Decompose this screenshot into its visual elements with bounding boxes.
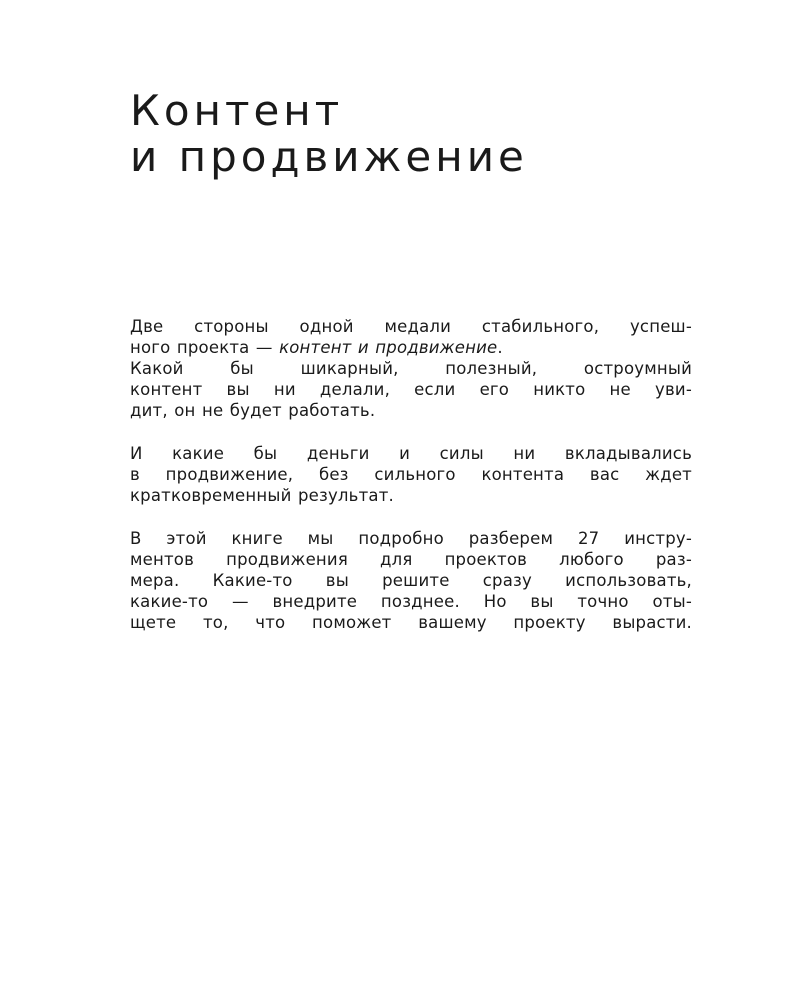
text-line: Какой бы шикарный, полезный, остроумный xyxy=(130,359,692,378)
text-line: дит, он не будет работать. xyxy=(130,401,376,420)
text-fragment: ного проекта — xyxy=(130,338,280,357)
text-line: ментов продвижения для проектов любого раз- xyxy=(130,550,692,569)
text-line xyxy=(130,337,692,358)
paragraph-1 xyxy=(130,316,692,421)
paragraph-3 xyxy=(130,528,692,633)
text-line: какие-то — внедрите позднее. Но вы точно оты- xyxy=(130,592,692,611)
title-line-1: Контент xyxy=(130,86,344,135)
emphasis-text: контент и продвижение xyxy=(279,338,498,357)
paragraph-2 xyxy=(130,443,692,506)
text-line: В этой книге мы подробно разберем 27 инстру- xyxy=(130,529,692,548)
text-line: щете то, что поможет вашему проекту вырасти. xyxy=(130,613,692,632)
text-fragment: . xyxy=(497,338,503,357)
text-line: контент вы ни делали, если его никто не уви- xyxy=(130,380,692,399)
title-line-2: и продвижение xyxy=(130,132,528,181)
text-line: Две стороны одной медали стабильного, успеш- xyxy=(130,317,692,336)
intro-text xyxy=(130,316,692,655)
text-line: кратковременный результат. xyxy=(130,486,394,505)
text-line: И какие бы деньги и силы ни вкладывались xyxy=(130,444,692,463)
page-title xyxy=(130,88,730,180)
text-line: в продвижение, без сильного контента вас ждет xyxy=(130,465,692,484)
text-line: мера. Какие-то вы решите сразу использовать, xyxy=(130,571,692,590)
